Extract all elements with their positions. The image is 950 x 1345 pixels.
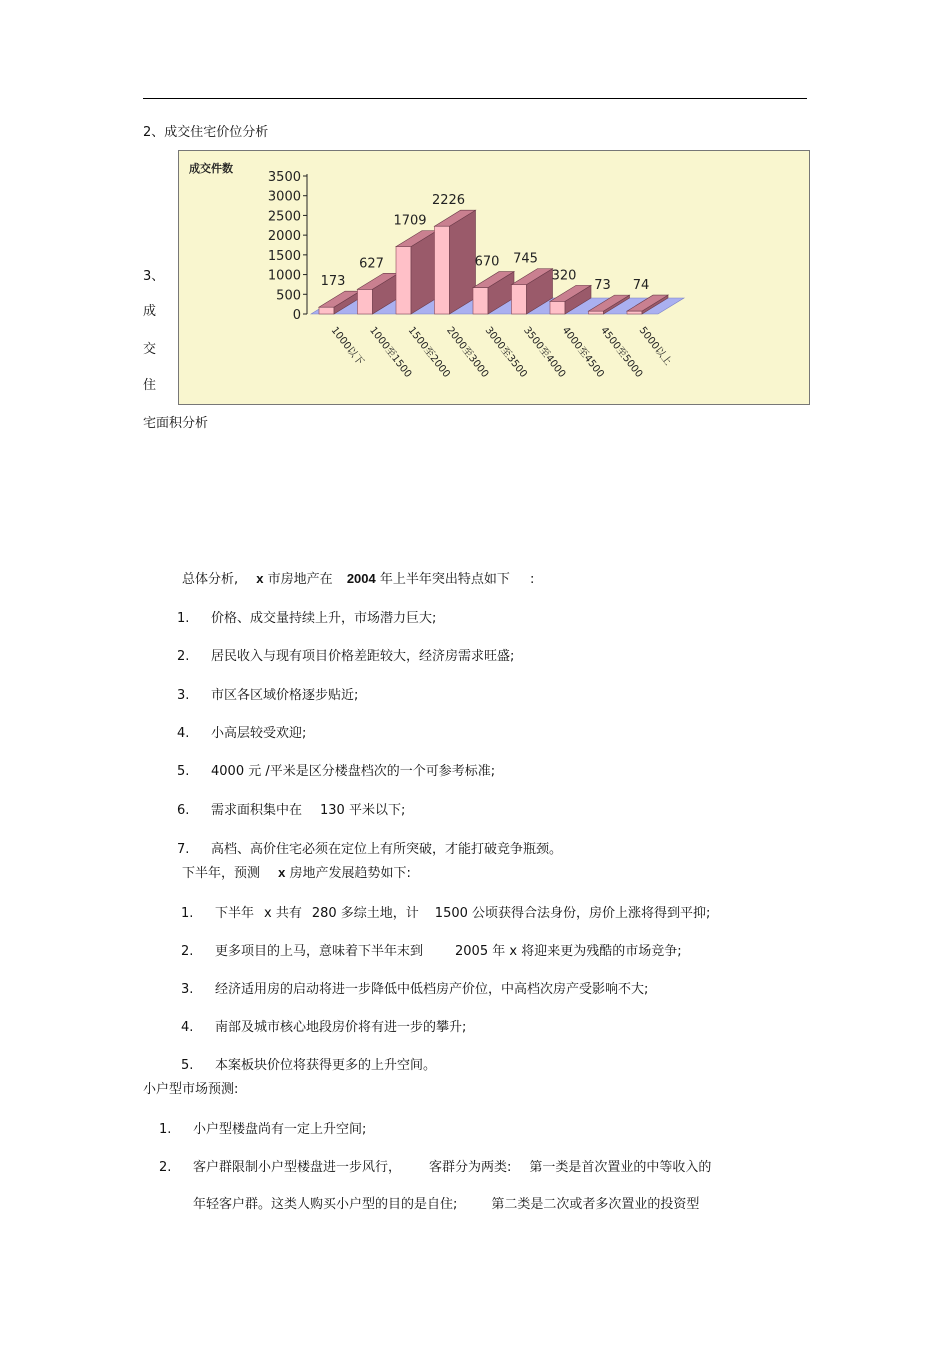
bar-value-label: 2226 [431, 193, 466, 209]
list-text: x 共有 [264, 906, 302, 921]
list-text: 下半年 [215, 906, 255, 921]
x-category-label: 3500至4000 [521, 325, 568, 380]
list-text: 南部及城市核心地段房价将有进一步的攀升; [215, 1020, 467, 1035]
bar-front [512, 285, 527, 314]
bar-value-label: 670 [474, 254, 500, 270]
list-item [181, 1054, 436, 1073]
list-text: 客户群限制小户型楼盘进一步风行， [193, 1160, 402, 1175]
bar-value-label: 745 [513, 251, 538, 267]
list-text: 需求面积集中在 [211, 803, 303, 818]
intro-text: 市房地产在 [267, 572, 333, 587]
list-text: 更多项目的上马，意味着下半年末到 [215, 944, 424, 959]
list-text: 130 平米以下; [320, 803, 406, 818]
section3-char: 成 [143, 304, 157, 319]
list-item [159, 1118, 366, 1137]
bar-front [396, 247, 411, 314]
bar-front [435, 226, 450, 314]
list-number: 4. [177, 726, 190, 741]
y-tick-label: 0 [292, 308, 301, 323]
list-number: 2. [181, 944, 194, 959]
list-number: 1. [181, 906, 194, 921]
intro-text: 总体分析, [182, 572, 239, 587]
list-number: 6. [177, 803, 190, 818]
list-text: 年轻客户群。这类人购买小户型的目的是自住; [193, 1197, 458, 1212]
bar-value-label: 627 [359, 256, 384, 272]
bar-value-label: 1709 [393, 213, 427, 229]
list-item [181, 978, 648, 997]
bar-value-label: 320 [551, 268, 577, 284]
list-text: 小高层较受欢迎; [211, 726, 307, 741]
list-item [181, 1016, 466, 1035]
intro-text: 下半年，预测 [182, 866, 261, 881]
section3-char: 3、 [143, 269, 165, 284]
bar-front [473, 288, 488, 314]
bar-value-label: 73 [594, 278, 611, 294]
top-rule [143, 98, 807, 99]
bar-front [358, 289, 373, 314]
intro-text: 年上半年突出特点如下 [379, 572, 510, 587]
bar-value-label: 173 [320, 274, 346, 290]
bar-side [450, 210, 476, 314]
list-text: 高档、高价住宅必须在定位上有所突破，才能打破竞争瓶颈。 [211, 842, 563, 857]
list-text: 小户型楼盘尚有一定上升空间; [193, 1122, 367, 1137]
section3-heading-tail: 宅面积分析 [143, 416, 209, 431]
bar-value-label: 74 [632, 278, 650, 294]
y-tick-label: 1500 [267, 248, 301, 264]
list-number: 3. [177, 688, 190, 703]
y-tick-label: 3500 [267, 170, 301, 185]
x-category-label: 5000以上 [636, 325, 674, 368]
price-chart [178, 150, 810, 405]
section2-heading: 2、成交住宅价位分析 [143, 125, 269, 140]
list-text: 居民收入与现有项目价格差距较大，经济房需求旺盛; [211, 649, 515, 664]
bar-front [550, 301, 565, 314]
list-text: 客群分为两类: [429, 1160, 512, 1175]
bar-front [589, 311, 604, 314]
list-number: 7. [177, 842, 190, 857]
chart-title: 成交件数 [189, 162, 233, 175]
list-number: 2. [177, 649, 190, 664]
list-item [181, 940, 682, 959]
y-tick-label: 2500 [267, 209, 301, 225]
list-item [177, 838, 562, 857]
y-tick-label: 2000 [267, 229, 301, 245]
list-item [159, 1156, 711, 1175]
x-category-label: 4000至4500 [559, 325, 606, 380]
summary1-intro [182, 568, 534, 587]
intro-text: 房地产发展趋势如下: [289, 866, 411, 881]
intro-city: x [278, 865, 286, 880]
x-category-label: 1500至2000 [405, 325, 452, 380]
list-number: 1. [159, 1122, 172, 1137]
list-text: 1500 公顷获得合法身份，房价上涨将得到平抑; [434, 906, 711, 921]
list-item [181, 902, 710, 921]
list-text: 4000 元 /平米是区分楼盘档次的一个可参考标准; [211, 764, 496, 779]
list-item [177, 760, 495, 779]
bar-front [627, 311, 642, 314]
x-category-label: 4500至5000 [598, 325, 645, 380]
intro-year: 2004 [346, 571, 376, 586]
list-number: 4. [181, 1020, 194, 1035]
list-text: 市区各区域价格逐步贴近; [211, 688, 359, 703]
list-item [177, 684, 358, 703]
list-item [177, 722, 306, 741]
price-bar-chart [179, 151, 809, 404]
list-continuation [193, 1193, 699, 1212]
list-item [177, 799, 405, 818]
x-category-label: 3000至3500 [482, 325, 529, 380]
list-text: 经济适用房的启动将进一步降低中低档房产价位，中高档次房产受影响不大; [215, 982, 649, 997]
list-text: 第一类是首次置业的中等收入的 [529, 1160, 712, 1175]
list-number: 3. [181, 982, 194, 997]
x-category-label: 1000至1500 [367, 325, 414, 380]
section3-char: 交 [143, 342, 157, 357]
section3-char: 住 [143, 378, 157, 393]
list-text: 280 多综土地，计 [311, 906, 419, 921]
list-text: 本案板块价位将获得更多的上升空间。 [215, 1058, 437, 1073]
small-unit-heading: 小户型市场预测: [143, 1082, 239, 1097]
y-tick-label: 500 [276, 288, 301, 304]
x-category-label: 1000以下 [328, 325, 366, 368]
bar-front [319, 307, 334, 314]
y-tick-label: 1000 [267, 268, 301, 284]
list-item [177, 607, 436, 626]
list-number: 2. [159, 1160, 172, 1175]
y-tick-label: 3000 [267, 189, 301, 205]
list-number: 5. [181, 1058, 194, 1073]
intro-colon: : [530, 572, 535, 587]
summary2-intro [182, 862, 411, 881]
intro-city: x [256, 571, 264, 586]
x-category-label: 2000至3000 [444, 325, 491, 380]
list-text: 2005 年 x 将迎来更为残酷的市场竞争; [455, 944, 682, 959]
list-number: 1. [177, 611, 190, 626]
list-text: 第二类是二次或者多次置业的投资型 [491, 1197, 700, 1212]
list-number: 5. [177, 764, 190, 779]
list-item [177, 645, 514, 664]
list-text: 价格、成交量持续上升，市场潜力巨大; [211, 611, 437, 626]
